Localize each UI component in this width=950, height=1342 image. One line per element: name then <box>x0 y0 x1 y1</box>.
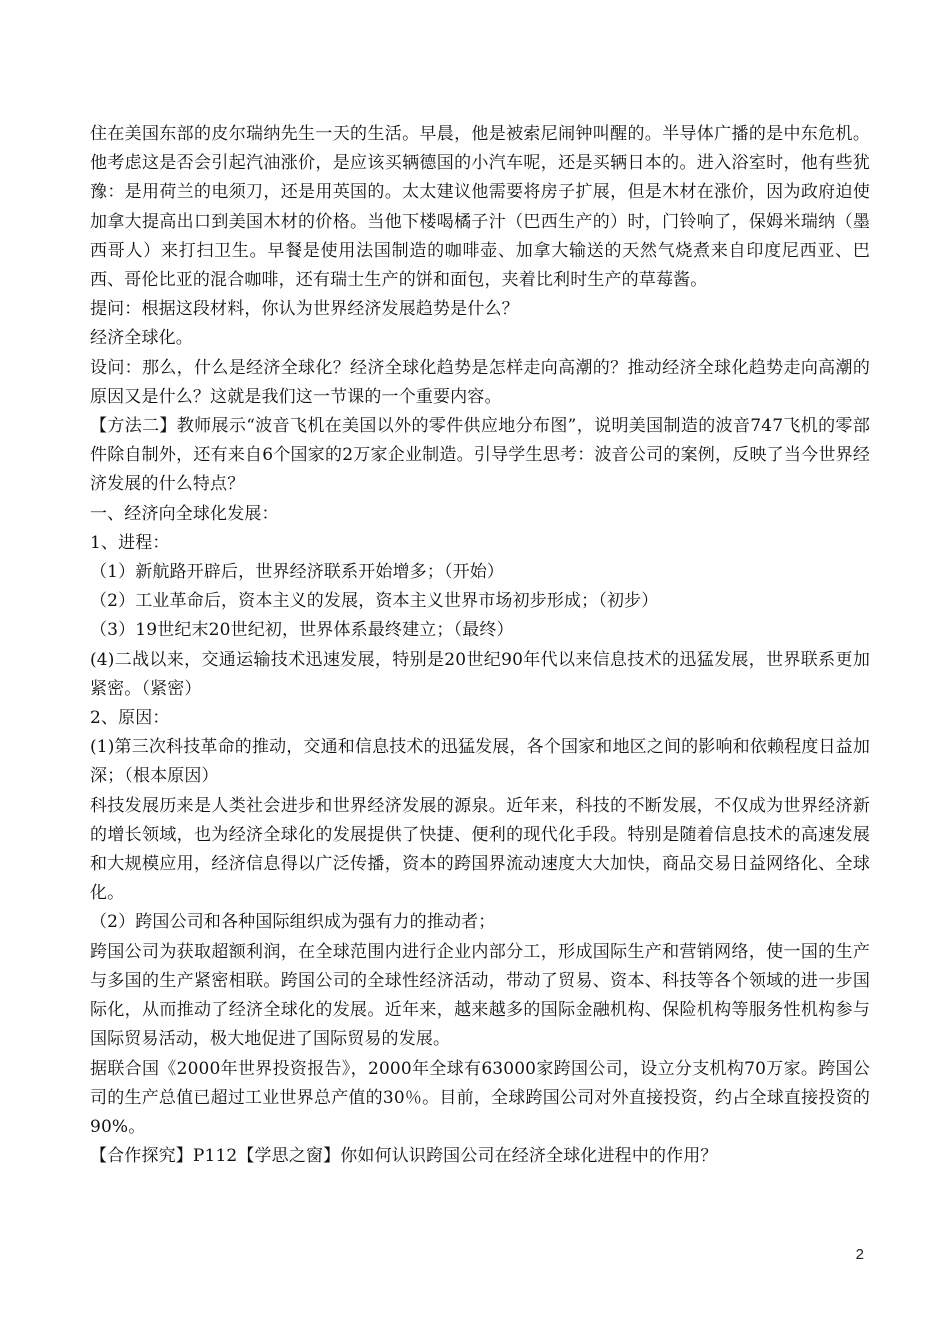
process-item-1: （1）新航路开辟后，世界经济联系开始增多；（开始） <box>90 562 505 583</box>
subheading-process: 1、进程： <box>90 532 170 553</box>
process-item-3: （3）19世纪末20世纪初，世界体系最终建立；（最终） <box>90 620 514 641</box>
process-item-4: (4)二战以来，交通运输技术迅速发展，特别是20世纪90年代以来信息技术的迅猛发展，世界联系更加紧密。（紧密） <box>90 649 870 699</box>
section-heading: 一、经济向全球化发展： <box>90 503 279 524</box>
leading-question-paragraph: 设问：那么，什么是经济全球化？经济全球化趋势是怎样走向高潮的？推动经济全球化趋势走向高潮的原因又是什么？这就是我们这一节课的一个重要内容。 <box>90 357 870 407</box>
document-body <box>90 120 870 1171</box>
multinational-paragraph: 跨国公司为获取超额利润，在全球范围内进行企业内部分工，形成国际生产和营销网络，使一国的生产与多国的生产紧密相联。跨国公司的全球性经济活动，带动了贸易、资本、科技等各个领域的进一步国际化，从而推动了经济全球化的发展。近年来，越来越多的国际金融机构、保险机构等服务性机构参与国际贸易活动，极大地促进了国际贸易的发展。 <box>90 941 870 1050</box>
page-number: 2 <box>855 1246 864 1263</box>
reason-item-2: （2）跨国公司和各种国际组织成为强有力的推动者； <box>90 912 496 933</box>
technology-paragraph: 科技发展历来是人类社会进步和世界经济发展的源泉。近年来，科技的不断发展，不仅成为世界经济新的增长领域，也为经济全球化的发展提供了快捷、便利的现代化手段。特别是随着信息技术的高速发展和大规模应用，经济信息得以广泛传播，资本的跨国界流动速度大大加快，商品交易日益网络化、全球化。 <box>90 795 870 904</box>
answer-paragraph: 经济全球化。 <box>90 328 193 349</box>
process-item-2: （2）工业革命后，资本主义的发展，资本主义世界市场初步形成；（初步） <box>90 591 659 612</box>
subheading-reasons: 2、原因： <box>90 708 170 729</box>
material-paragraph: 住在美国东部的皮尔瑞纳先生一天的生活。早晨，他是被索尼闹钟叫醒的。半导体广播的是中东危机。他考虑这是否会引起汽油涨价，是应该买辆德国的小汽车呢，还是买辆日本的。进入浴室时，他有些犹豫：是用荷兰的电须刀，还是用英国的。太太建议他需要将房子扩展，但是木材在涨价，因为政府迫使加拿大提高出口到美国木材的价格。当他下楼喝橘子汁（巴西生产的）时，门铃响了，保姆米瑞纳（墨西哥人）来打扫卫生。早餐是使用法国制造的咖啡壶、加拿大输送的天然气烧煮来自印度尼西亚、巴西、哥伦比亚的混合咖啡，还有瑞士生产的饼和面包，夹着比利时生产的草莓酱。 <box>90 124 870 291</box>
investment-report-paragraph: 据联合国《2000年世界投资报告》，2000年全球有63000家跨国公司，设立分支机构70万家。跨国公司的生产总值已超过工业世界总产值的30％。目前，全球跨国公司对外直接投资，约占全球直接投资的90%。 <box>90 1058 870 1137</box>
method-two-paragraph: 【方法二】教师展示“波音飞机在美国以外的零件供应地分布图”，说明美国制造的波音747飞机的零部件除自制外，还有来自6个国家的2万家企业制造。引导学生思考：波音公司的案例，反映了当今世界经济发展的什么特点？ <box>90 416 870 495</box>
cooperative-inquiry-paragraph: 【合作探究】P112【学思之窗】你如何认识跨国公司在经济全球化进程中的作用？ <box>90 1146 718 1167</box>
reason-item-1: (1)第三次科技革命的推动，交通和信息技术的迅猛发展，各个国家和地区之间的影响和依赖程度日益加深；（根本原因） <box>90 737 870 787</box>
question-paragraph: 提问：根据这段材料，你认为世界经济发展趋势是什么？ <box>90 299 519 320</box>
